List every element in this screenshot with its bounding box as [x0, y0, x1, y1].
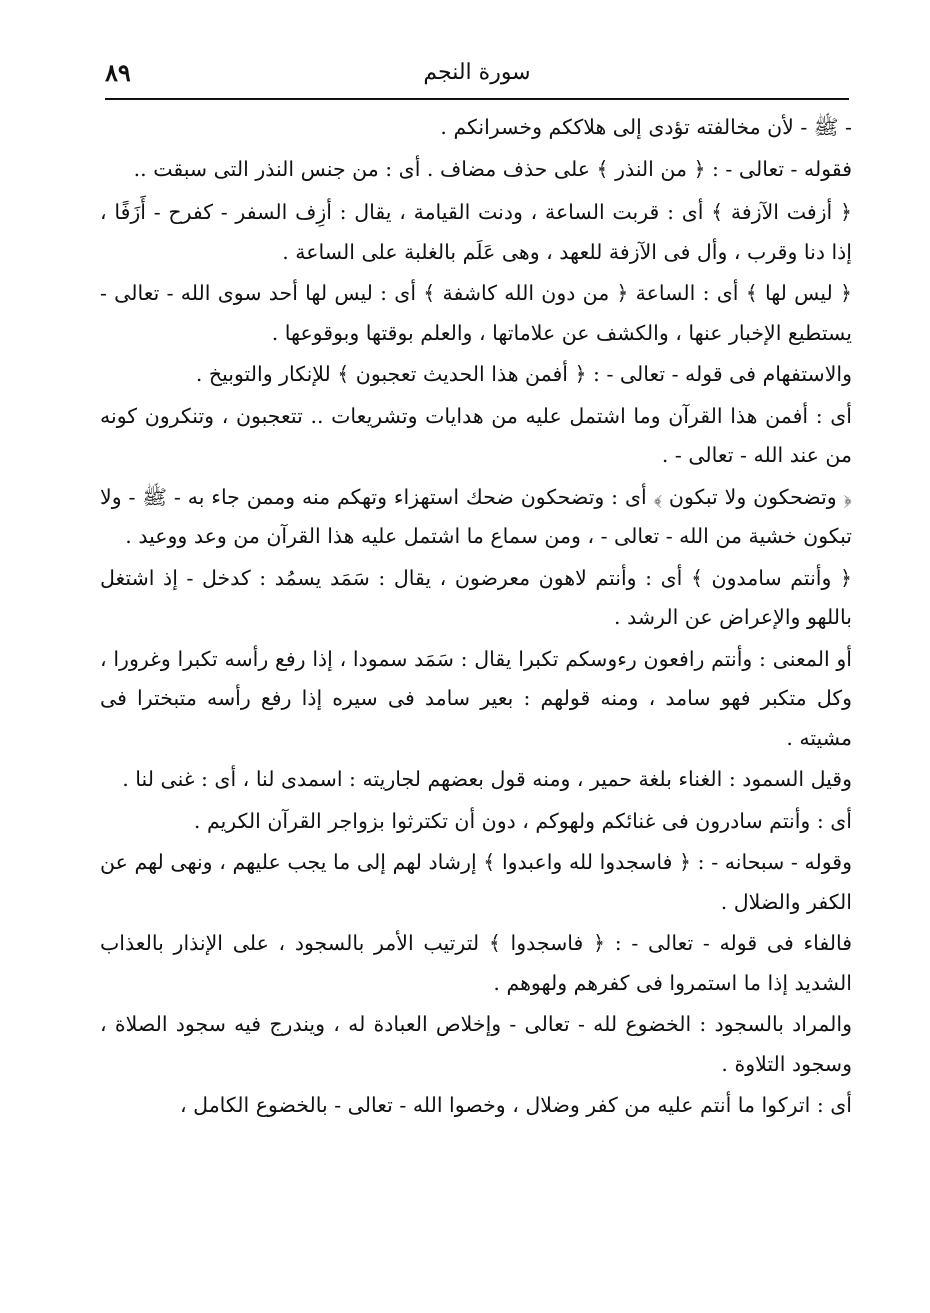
paragraph: فقوله - تعالى - : ﴿ من النذر ﴾ على حذف مضاف . أى : من جنس النذر التى سبقت ..: [133, 156, 852, 181]
paragraph: ﴿ أزفت الآزفة ﴾ أى : قربت الساعة ، ودنت القيامة ، يقال : أزِف السفر - كفرح - أَزَفًا ، إذا دنا وقرب ، وأل فى الآزفة للعهد ، وهى عَلَم بالغلبة على الساعة .: [100, 200, 852, 264]
header-divider: [105, 98, 849, 100]
paragraph: والمراد بالسجود : الخضوع لله - تعالى - وإخلاص العبادة له ، ويندرج فيه سجود الصلاة ، وسجود التلاوة .: [100, 1012, 852, 1076]
paragraph: أى : اتركوا ما أنتم عليه من كفر وضلال ، وخصوا الله - تعالى - بالخضوع الكامل ،: [180, 1093, 852, 1117]
paragraph: ﴿ وتضحكون ولا تبكون ﴾ أى : وتضحكون ضحك استهزاء وتهكم منه وممن جاء به - ﷺ - ولا تبكون خشية من الله - تعالى - ، ومن سماع ما اشتمل عليه هذا القرآن من وعد ووعيد .: [100, 484, 852, 548]
paragraph: فالفاء فى قوله - تعالى - : ﴿ فاسجدوا ﴾ لترتيب الأمر بالسجود ، على الإنذار بالعذاب الشديد إذا ما استمروا فى كفرهم ولهوهم .: [100, 931, 852, 995]
paragraph: ﴿ ليس لها ﴾ أى : الساعة ﴿ من دون الله كاشفة ﴾ أى : ليس لها أحد سوى الله - تعالى - يستطيع الإخبار عنها ، والكشف عن علاماتها ، والعلم بوقتها وبوقوعها .: [100, 281, 852, 345]
paragraph: أى : وأنتم سادرون فى غنائكم ولهوكم ، دون أن تكترثوا بزواجر القرآن الكريم .: [193, 808, 852, 833]
page-number: ٨٩: [105, 58, 131, 87]
paragraph: وقيل السمود : الغناء بلغة حمير ، ومنه قول بعضهم لجاريته : اسمدى لنا ، أى : غنى لنا .: [122, 767, 852, 791]
page-title: سورة النجم: [423, 60, 531, 85]
paragraph: والاستفهام فى قوله - تعالى - : ﴿ أفمن هذا الحديث تعجبون ﴾ للإنكار والتوبيخ .: [195, 362, 852, 386]
paragraph: ﴿ وأنتم سامدون ﴾ أى : وأنتم لاهون معرضون ، يقال : سَمَد يسمُد : كدخل - إذ اشتغل باللهو والإعراض عن الرشد .: [100, 565, 852, 629]
paragraph: أو المعنى : وأنتم رافعون رءوسكم تكبرا يقال : سَمَد سمودا ، إذا رفع رأسه تكبرا وغرورا ، وكل متكبر فهو سامد ، ومنه قولهم : بعير سامد فى سيره إذا رفع رأسه متبخترا فى مشيته .: [100, 646, 852, 750]
paragraph: وقوله - سبحانه - : ﴿ فاسجدوا لله واعبدوا ﴾ إرشاد لهم إلى ما يجب عليهم ، ونهى لهم عن الكفر والضلال .: [100, 850, 852, 914]
paragraph: - ﷺ - لأن مخالفته تؤدى إلى هلاككم وخسرانكم .: [440, 115, 852, 139]
body-text: [100, 108, 852, 1128]
page-header: [105, 54, 849, 94]
paragraph: أى : أفمن هذا القرآن وما اشتمل عليه من هدايات وتشريعات .. تتعجبون ، وتنكرون كونه من عند الله - تعالى - .: [100, 403, 852, 467]
